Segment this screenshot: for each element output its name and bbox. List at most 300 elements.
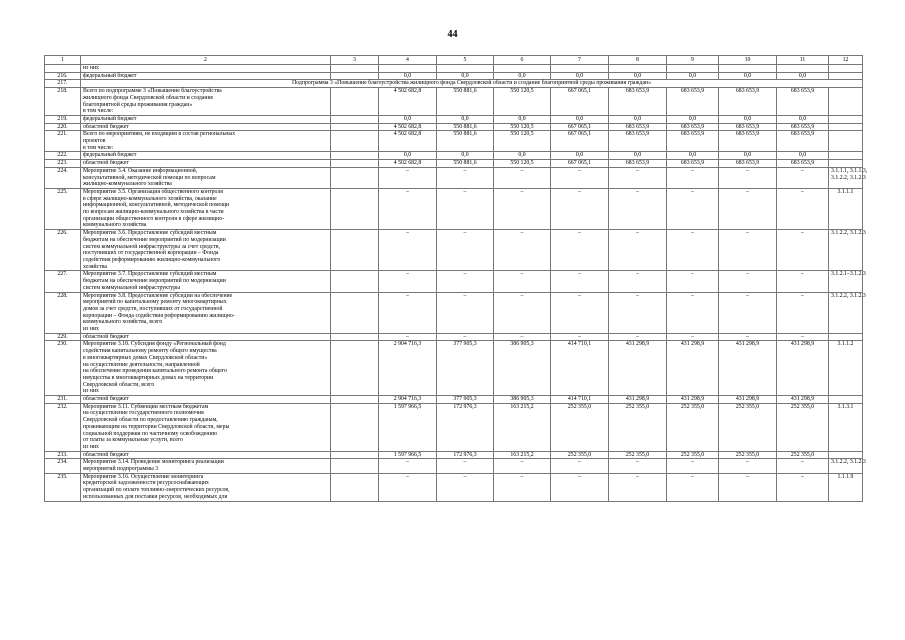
table-row	[45, 271, 863, 292]
description-line: в многоквартирных домах Свердловской области»	[83, 354, 208, 361]
description-line: федеральный бюджет	[83, 115, 137, 122]
description-line: на осуществление государственного полномочия	[83, 410, 204, 417]
target-line: 3.1.2.2, 3.1.2.3	[831, 174, 866, 181]
value-cell: –	[609, 333, 667, 341]
value-cell: –	[667, 271, 719, 292]
row-description	[81, 403, 331, 451]
value-cell: 683 653,9	[667, 123, 719, 131]
column-3-cell	[331, 451, 379, 459]
description-line: поступивших от государственной корпорации – Фонда	[83, 250, 219, 257]
column-3-cell	[331, 292, 379, 333]
page-number: 44	[447, 29, 458, 40]
description-line: систем коммунальной инфраструктуры	[83, 284, 181, 291]
description-line: из них	[83, 65, 99, 71]
description-line: социальной поддержки по частичному освобождению	[83, 430, 217, 437]
header-cell: 8	[609, 56, 667, 65]
value-cell: 667 065,1	[551, 88, 609, 116]
row-description	[81, 152, 331, 160]
value-cell	[551, 65, 609, 73]
description-line: коммунального хозяйства	[83, 222, 147, 229]
column-3-cell	[331, 72, 379, 80]
value-cell: –	[719, 271, 777, 292]
header-cell: 4	[379, 56, 437, 65]
value-cell: –	[551, 292, 609, 333]
value-cell: 683 653,9	[609, 131, 667, 152]
value-cell: 683 653,9	[667, 131, 719, 152]
row-description	[81, 333, 331, 341]
target-indicators	[829, 451, 863, 459]
description-line: использованных для поставки ресурсов, необходимых для	[83, 493, 228, 500]
column-3-cell	[331, 188, 379, 229]
value-cell: 550 881,6	[437, 131, 494, 152]
table-row	[45, 341, 863, 396]
value-cell: 0,0	[379, 72, 437, 80]
description-line: Мероприятие 3.8. Предоставление субсидии на обеспечение	[83, 292, 233, 299]
value-cell: 683 653,9	[777, 160, 829, 168]
value-cell: 252 355,0	[551, 403, 609, 451]
row-description	[81, 341, 331, 396]
value-cell: 0,0	[719, 152, 777, 160]
description-line: бюджетам на обеспечение мероприятий по модернизации	[83, 278, 226, 285]
value-cell: –	[551, 188, 609, 229]
value-cell: 683 653,9	[777, 88, 829, 116]
value-cell: –	[667, 188, 719, 229]
subprogram-title: Подпрограмма 3 «Повышение благоустройства жилищного фонда Свердловской области и создание благоприятной среды проживания граждан»	[81, 80, 863, 88]
row-description	[81, 230, 331, 271]
row-number: 217.	[45, 80, 81, 88]
row-description	[81, 65, 331, 73]
header-cell: 10	[719, 56, 777, 65]
description-line: содействия реформированию жилищно-коммунального	[83, 256, 221, 263]
target-line: 3.1.3.1	[837, 403, 854, 410]
target-indicators	[829, 188, 863, 229]
column-3-cell	[331, 123, 379, 131]
description-line: жилищного фонда Свердловской области и создание	[83, 94, 214, 101]
value-cell: 0,0	[379, 115, 437, 123]
row-description	[81, 451, 331, 459]
value-cell: 252 355,0	[609, 451, 667, 459]
row-description	[81, 292, 331, 333]
description-line: проектов	[83, 138, 106, 145]
value-cell: –	[379, 230, 437, 271]
description-line: хозяйства	[83, 263, 107, 270]
target-line: 3.1.1.2	[837, 341, 854, 348]
value-cell: 0,0	[609, 72, 667, 80]
value-cell: 550 120,5	[494, 131, 551, 152]
description-line: корпорации – Фонда содействия реформированию жилищно-	[83, 312, 235, 319]
value-cell: 0,0	[667, 115, 719, 123]
value-cell: 252 355,0	[777, 403, 829, 451]
value-cell: 550 881,6	[437, 88, 494, 116]
value-cell: –	[437, 333, 494, 341]
row-number: 224.	[45, 167, 81, 188]
row-description	[81, 160, 331, 168]
value-cell: –	[437, 230, 494, 271]
value-cell: 0,0	[379, 152, 437, 160]
value-cell: 0,0	[777, 152, 829, 160]
value-cell: –	[379, 473, 437, 501]
value-cell: 683 653,9	[777, 131, 829, 152]
description-line: Мероприятие 3.14. Проведение мониторинга реализации	[83, 459, 224, 466]
value-cell: –	[494, 459, 551, 473]
target-indicators	[829, 115, 863, 123]
header-cell: 7	[551, 56, 609, 65]
value-cell: –	[777, 188, 829, 229]
description-line: областной бюджет	[83, 451, 129, 458]
row-number: 227.	[45, 271, 81, 292]
value-cell: 377 905,3	[437, 341, 494, 396]
column-3-cell	[331, 230, 379, 271]
value-cell: 0,0	[494, 152, 551, 160]
value-cell	[437, 65, 494, 73]
value-cell: –	[437, 292, 494, 333]
value-cell: –	[551, 459, 609, 473]
value-cell: 667 065,1	[551, 123, 609, 131]
value-cell: –	[777, 230, 829, 271]
table-row	[45, 123, 863, 131]
target-indicators	[829, 72, 863, 80]
target-line: 3.1.1.1, 3.1.1.3,	[831, 167, 868, 174]
value-cell: –	[609, 230, 667, 271]
table-row	[45, 80, 863, 88]
header-row	[45, 56, 863, 65]
description-line: федеральный бюджет	[83, 72, 137, 79]
description-line: в том числе:	[83, 108, 114, 115]
column-3-cell	[331, 403, 379, 451]
description-line: проживающим на территории Свердловской области, меры	[83, 423, 230, 430]
value-cell: 1 597 966,5	[379, 403, 437, 451]
value-cell: 0,0	[551, 152, 609, 160]
row-number: 232.	[45, 403, 81, 451]
header-cell: 9	[667, 56, 719, 65]
value-cell: 163 215,2	[494, 451, 551, 459]
target-indicators	[829, 473, 863, 501]
header-cell: 1	[45, 56, 81, 65]
value-cell: 0,0	[494, 115, 551, 123]
description-line: на осуществление деятельности, направленной	[83, 361, 200, 368]
row-description	[81, 396, 331, 404]
value-cell: 667 065,1	[551, 131, 609, 152]
row-number: 223.	[45, 160, 81, 168]
value-cell: –	[667, 459, 719, 473]
description-line: Мероприятие 3.11. Субвенции местным бюджетам	[83, 403, 209, 410]
table-row	[45, 396, 863, 404]
description-line: Мероприятие 3.7. Предоставление субсидий местным	[83, 271, 217, 278]
value-cell: 550 881,6	[437, 160, 494, 168]
description-line: мероприятий подпрограммы 3	[83, 466, 159, 473]
value-cell: 0,0	[609, 152, 667, 160]
value-cell: –	[667, 230, 719, 271]
table-row	[45, 115, 863, 123]
value-cell	[777, 65, 829, 73]
value-cell: –	[777, 473, 829, 501]
value-cell: –	[667, 333, 719, 341]
target-line: 1.1.1.9	[837, 473, 854, 480]
table-row	[45, 160, 863, 168]
description-line: коммунального хозяйства, всего	[83, 319, 163, 326]
value-cell: 0,0	[437, 115, 494, 123]
value-cell: 252 355,0	[777, 451, 829, 459]
value-cell: 0,0	[437, 72, 494, 80]
value-cell: 0,0	[667, 152, 719, 160]
description-line: бюджетам на обеспечение мероприятий по модернизации	[83, 236, 226, 243]
target-indicators	[829, 131, 863, 152]
value-cell: 431 298,9	[609, 396, 667, 404]
value-cell: 683 653,9	[609, 123, 667, 131]
value-cell: 683 653,9	[719, 88, 777, 116]
description-line: имущества в многоквартирных домах на территории	[83, 374, 214, 381]
value-cell: 252 355,0	[719, 451, 777, 459]
table-row	[45, 152, 863, 160]
column-3-cell	[331, 160, 379, 168]
value-cell: 667 065,1	[551, 160, 609, 168]
row-description	[81, 459, 331, 473]
table-row	[45, 403, 863, 451]
value-cell: 4 502 682,8	[379, 131, 437, 152]
value-cell: 0,0	[667, 72, 719, 80]
value-cell: 414 710,1	[551, 341, 609, 396]
table-row	[45, 473, 863, 501]
description-line: жилищно-коммунального хозяйства	[83, 181, 172, 188]
target-indicators	[829, 403, 863, 451]
target-indicators	[829, 341, 863, 396]
row-number: 235.	[45, 473, 81, 501]
value-cell: –	[379, 271, 437, 292]
description-line: организации общественного контроля в сфере жилищно-	[83, 215, 225, 222]
description-line: из них	[83, 388, 99, 395]
target-line: 3.1.2.1–3.1.2.3	[831, 271, 866, 278]
row-number: 219.	[45, 115, 81, 123]
column-3-cell	[331, 271, 379, 292]
description-line: по вопросам жилищно-коммунального хозяйства в части	[83, 209, 224, 216]
value-cell: 683 653,9	[777, 123, 829, 131]
value-cell: 550 120,5	[494, 123, 551, 131]
row-description	[81, 115, 331, 123]
row-description	[81, 473, 331, 501]
row-description	[81, 123, 331, 131]
value-cell: –	[719, 188, 777, 229]
value-cell: –	[551, 333, 609, 341]
value-cell: –	[777, 167, 829, 188]
value-cell: –	[719, 459, 777, 473]
value-cell: –	[494, 292, 551, 333]
description-line: областной бюджет	[83, 396, 129, 403]
value-cell: –	[379, 333, 437, 341]
value-cell: –	[667, 292, 719, 333]
value-cell: –	[609, 292, 667, 333]
value-cell: –	[379, 167, 437, 188]
target-indicators	[829, 88, 863, 116]
row-number: 221.	[45, 131, 81, 152]
table-row	[45, 72, 863, 80]
column-3-cell	[331, 333, 379, 341]
value-cell: 431 298,9	[719, 341, 777, 396]
value-cell: 0,0	[609, 115, 667, 123]
row-number: 225.	[45, 188, 81, 229]
table-row	[45, 451, 863, 459]
description-line: федеральный бюджет	[83, 152, 137, 159]
value-cell: 252 355,0	[667, 451, 719, 459]
value-cell: 0,0	[777, 115, 829, 123]
value-cell: 431 298,9	[667, 341, 719, 396]
value-cell: 431 298,9	[777, 396, 829, 404]
row-number	[45, 65, 81, 73]
column-3-cell	[331, 115, 379, 123]
value-cell: 683 653,9	[719, 131, 777, 152]
target-indicators	[829, 160, 863, 168]
column-3-cell	[331, 167, 379, 188]
value-cell: 431 298,9	[777, 341, 829, 396]
value-cell: 0,0	[777, 72, 829, 80]
row-number: 222.	[45, 152, 81, 160]
value-cell: –	[494, 167, 551, 188]
description-line: систем коммунальной инфраструктуры за счет средств,	[83, 243, 220, 250]
description-line: в сфере жилищно-коммунального хозяйства, оказание	[83, 195, 217, 202]
column-3-cell	[331, 88, 379, 116]
value-cell: –	[609, 188, 667, 229]
column-3-cell	[331, 152, 379, 160]
description-line: из них	[83, 443, 99, 450]
table-row	[45, 230, 863, 271]
value-cell: 252 355,0	[609, 403, 667, 451]
description-line: Мероприятие 3.16. Осуществление мониторинга	[83, 473, 204, 480]
target-indicators	[829, 167, 868, 188]
header-cell: 6	[494, 56, 551, 65]
target-indicators	[829, 230, 866, 271]
value-cell	[609, 65, 667, 73]
target-indicators	[829, 271, 866, 292]
value-cell: –	[551, 271, 609, 292]
value-cell: 0,0	[551, 72, 609, 80]
value-cell: 550 120,5	[494, 88, 551, 116]
value-cell: –	[379, 292, 437, 333]
table-row	[45, 333, 863, 341]
row-number: 218.	[45, 88, 81, 116]
description-line: от платы за коммунальные услуги, всего	[83, 437, 183, 444]
row-number: 220.	[45, 123, 81, 131]
row-number: 234.	[45, 459, 81, 473]
value-cell: –	[437, 188, 494, 229]
header-cell: 12	[829, 56, 863, 65]
column-3-cell	[331, 341, 379, 396]
target-indicators	[829, 333, 863, 341]
value-cell: 172 976,3	[437, 451, 494, 459]
column-3-cell	[331, 473, 379, 501]
description-line: домов за счет средств, поступивших от государственной	[83, 305, 223, 312]
description-line: на обеспечение проведения капитального ремонта общего	[83, 368, 227, 375]
target-line: 3.1.2.2, 3.1.2.3	[831, 292, 866, 299]
budget-table	[44, 55, 868, 502]
row-description	[81, 167, 331, 188]
value-cell: –	[609, 459, 667, 473]
value-cell	[719, 65, 777, 73]
description-line: Мероприятие 3.5. Организация общественного контроля	[83, 188, 223, 195]
row-description	[81, 271, 331, 292]
value-cell: 550 881,6	[437, 123, 494, 131]
description-line: Мероприятие 3.6. Предоставление субсидий местным	[83, 230, 217, 237]
value-cell: –	[777, 292, 829, 333]
value-cell	[667, 65, 719, 73]
value-cell: 252 355,0	[551, 451, 609, 459]
value-cell: 683 653,9	[609, 160, 667, 168]
description-line: содействия капитальному ремонту общего имущества	[83, 348, 217, 355]
value-cell: –	[719, 333, 777, 341]
value-cell: –	[777, 459, 829, 473]
table-row	[45, 459, 863, 473]
value-cell: 414 710,1	[551, 396, 609, 404]
row-number: 226.	[45, 230, 81, 271]
value-cell	[379, 65, 437, 73]
description-line: Всего по мероприятиям, не входящим в состав региональных	[83, 131, 236, 138]
description-line: Всего по подпрограмме 3 «Повышение благоустройства	[83, 88, 222, 95]
value-cell: –	[437, 473, 494, 501]
value-cell: –	[667, 167, 719, 188]
value-cell: –	[494, 188, 551, 229]
value-cell: –	[609, 473, 667, 501]
row-number: 230.	[45, 341, 81, 396]
description-line: Свердловской области по предоставлению гражданам,	[83, 417, 218, 424]
row-number: 216.	[45, 72, 81, 80]
value-cell: 0,0	[437, 152, 494, 160]
description-line: организаций по оплате топливно-энергетических ресурсов,	[83, 487, 230, 494]
value-cell: 431 298,9	[719, 396, 777, 404]
value-cell: –	[551, 473, 609, 501]
value-cell: 252 355,0	[719, 403, 777, 451]
value-cell: 386 905,3	[494, 396, 551, 404]
value-cell: –	[609, 271, 667, 292]
row-number: 233.	[45, 451, 81, 459]
value-cell: 550 120,5	[494, 160, 551, 168]
column-3-cell	[331, 396, 379, 404]
description-line: из них	[83, 326, 99, 333]
description-line: Мероприятие 3.4. Оказание информационной,	[83, 167, 198, 174]
table-row	[45, 131, 863, 152]
target-indicators	[829, 459, 866, 473]
value-cell: –	[777, 333, 829, 341]
column-3-cell	[331, 459, 379, 473]
column-3-cell	[331, 65, 379, 73]
value-cell: 683 653,9	[667, 160, 719, 168]
value-cell: –	[719, 473, 777, 501]
value-cell: –	[551, 167, 609, 188]
target-indicators	[829, 292, 866, 333]
value-cell: 4 502 682,8	[379, 88, 437, 116]
row-number: 228.	[45, 292, 81, 333]
value-cell: 4 502 682,8	[379, 123, 437, 131]
value-cell: –	[437, 271, 494, 292]
value-cell: –	[437, 459, 494, 473]
row-number: 229.	[45, 333, 81, 341]
description-line: областной бюджет	[83, 123, 129, 130]
table-row	[45, 188, 863, 229]
value-cell: 172 976,3	[437, 403, 494, 451]
table-row	[45, 88, 863, 116]
value-cell: –	[379, 188, 437, 229]
target-indicators	[829, 152, 863, 160]
header-cell: 2	[81, 56, 331, 65]
value-cell: –	[667, 473, 719, 501]
value-cell: –	[379, 459, 437, 473]
value-cell: 2 904 716,3	[379, 396, 437, 404]
value-cell: 4 502 682,8	[379, 160, 437, 168]
value-cell: 431 298,9	[667, 396, 719, 404]
header-cell: 5	[437, 56, 494, 65]
value-cell: –	[719, 292, 777, 333]
value-cell: –	[609, 167, 667, 188]
table-row	[45, 65, 863, 73]
value-cell: –	[494, 230, 551, 271]
target-indicators	[829, 65, 863, 73]
